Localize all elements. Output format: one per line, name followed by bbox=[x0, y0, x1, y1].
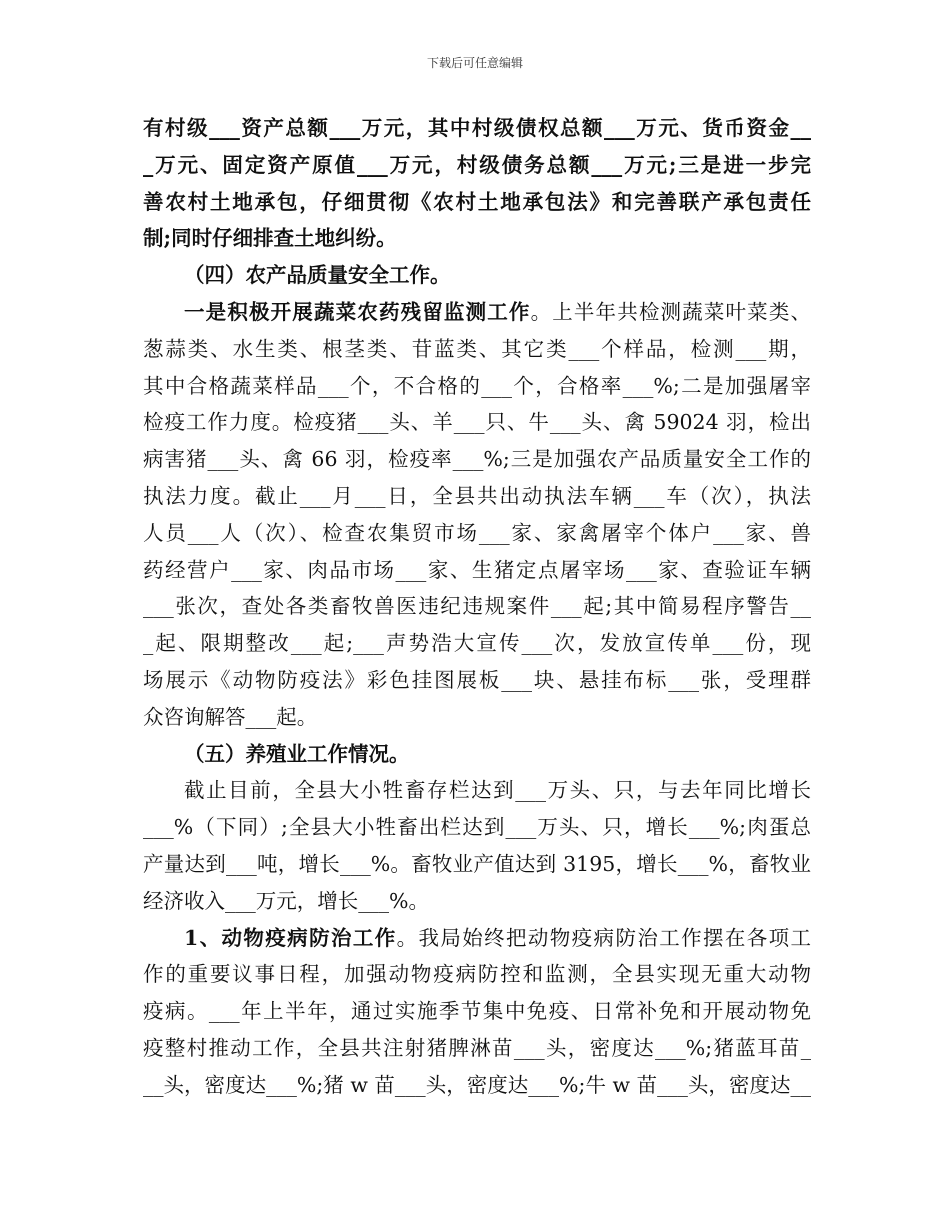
text-line: _起、限期整改___起;___声势浩大宣传___次，发放宣传单___份，现 bbox=[143, 631, 811, 656]
text-line: 检疫工作力度。检疫猪___头、羊___只、牛___头、禽 59024 羽，检出 bbox=[143, 410, 811, 435]
lead-rest: 。我局始终把动物疫病防治工作摆在各项工 bbox=[396, 925, 811, 950]
text-line: 产量达到___吨，增长___%。畜牧业产值达到 3195，增长___%，畜牧业 bbox=[143, 851, 811, 876]
paragraph-first-line: 截止目前，全县大小牲畜存栏达到___万头、只，与去年同比增长 bbox=[184, 778, 811, 803]
text-line: __头，密度达___%;猪 w 苗___头，密度达___%;牛 w 苗___头，密度达__ bbox=[143, 1072, 811, 1097]
section-heading: （四）农产品质量安全工作。 bbox=[184, 263, 451, 288]
bold-lead: 1、动物疫病防治工作 bbox=[184, 925, 397, 950]
text-line: 场展示《动物防疫法》彩色挂图展板___块、悬挂布标___张，受理群 bbox=[143, 667, 811, 692]
text-line: _万元、固定资产原值___万元，村级债务总额___万元;三是进一步完 bbox=[143, 152, 811, 177]
text-line: 病害猪___头、禽 66 羽，检疫率___%;三是加强农产品质量安全工作的 bbox=[143, 447, 811, 472]
paragraph-first-line bbox=[143, 294, 811, 331]
bold-lead: 一是积极开展蔬菜农药残留监测工作 bbox=[184, 299, 531, 324]
paragraph-first-line bbox=[143, 920, 811, 957]
text-line: 有村级___资产总额___万元，其中村级债权总额___万元、货币资金__ bbox=[143, 116, 811, 140]
text-line: 其中合格蔬菜样品___个，不合格的___个，合格率___%;二是加强屠宰 bbox=[143, 373, 811, 398]
text-line: 众咨询解答___起。 bbox=[143, 704, 318, 729]
text-line: 药经营户___家、肉品市场___家、生猪定点屠宰场___家、查验证车辆 bbox=[143, 557, 811, 582]
text-line: 执法力度。截止___月___日，全县共出动执法车辆___车（次），执法 bbox=[143, 483, 811, 508]
text-line: 葱蒜类、水生类、根茎类、苷蓝类、其它类___个样品，检测___期， bbox=[143, 336, 811, 361]
text-line: ___张次，查处各类畜牧兽医违纪违规案件___起;其中简易程序警告__ bbox=[143, 594, 811, 619]
section-heading: （五）养殖业工作情况。 bbox=[184, 741, 410, 766]
text-line: 疫病。___年上半年，通过实施季节集中免疫、日常补免和开展动物免 bbox=[143, 999, 811, 1024]
text-line: 善农村土地承包，仔细贯彻《农村土地承包法》和完善联产承包责任 bbox=[143, 189, 811, 214]
document-body bbox=[143, 110, 811, 1104]
text-line: 制;同时仔细排查土地纠纷。 bbox=[143, 226, 397, 251]
page-header: 下载后可任意编辑 bbox=[426, 56, 523, 70]
text-line: 疫整村推动工作，全县共注射猪脾淋苗___头，密度达___%;猪蓝耳苗_ bbox=[143, 1035, 811, 1060]
text-line: ___%（下同）;全县大小牲畜出栏达到___万头、只，增长___%;肉蛋总 bbox=[143, 815, 811, 840]
text-line: 经济收入___万元，增长___%。 bbox=[143, 888, 429, 913]
lead-rest: 。上半年共检测蔬菜叶菜类、 bbox=[530, 299, 811, 324]
text-line: 作的重要议事日程，加强动物疫病防控和监测，全县实现无重大动物 bbox=[143, 962, 811, 987]
text-line: 人员___人（次）、检查农集贸市场___家、家禽屠宰个体户___家、兽 bbox=[143, 520, 811, 545]
